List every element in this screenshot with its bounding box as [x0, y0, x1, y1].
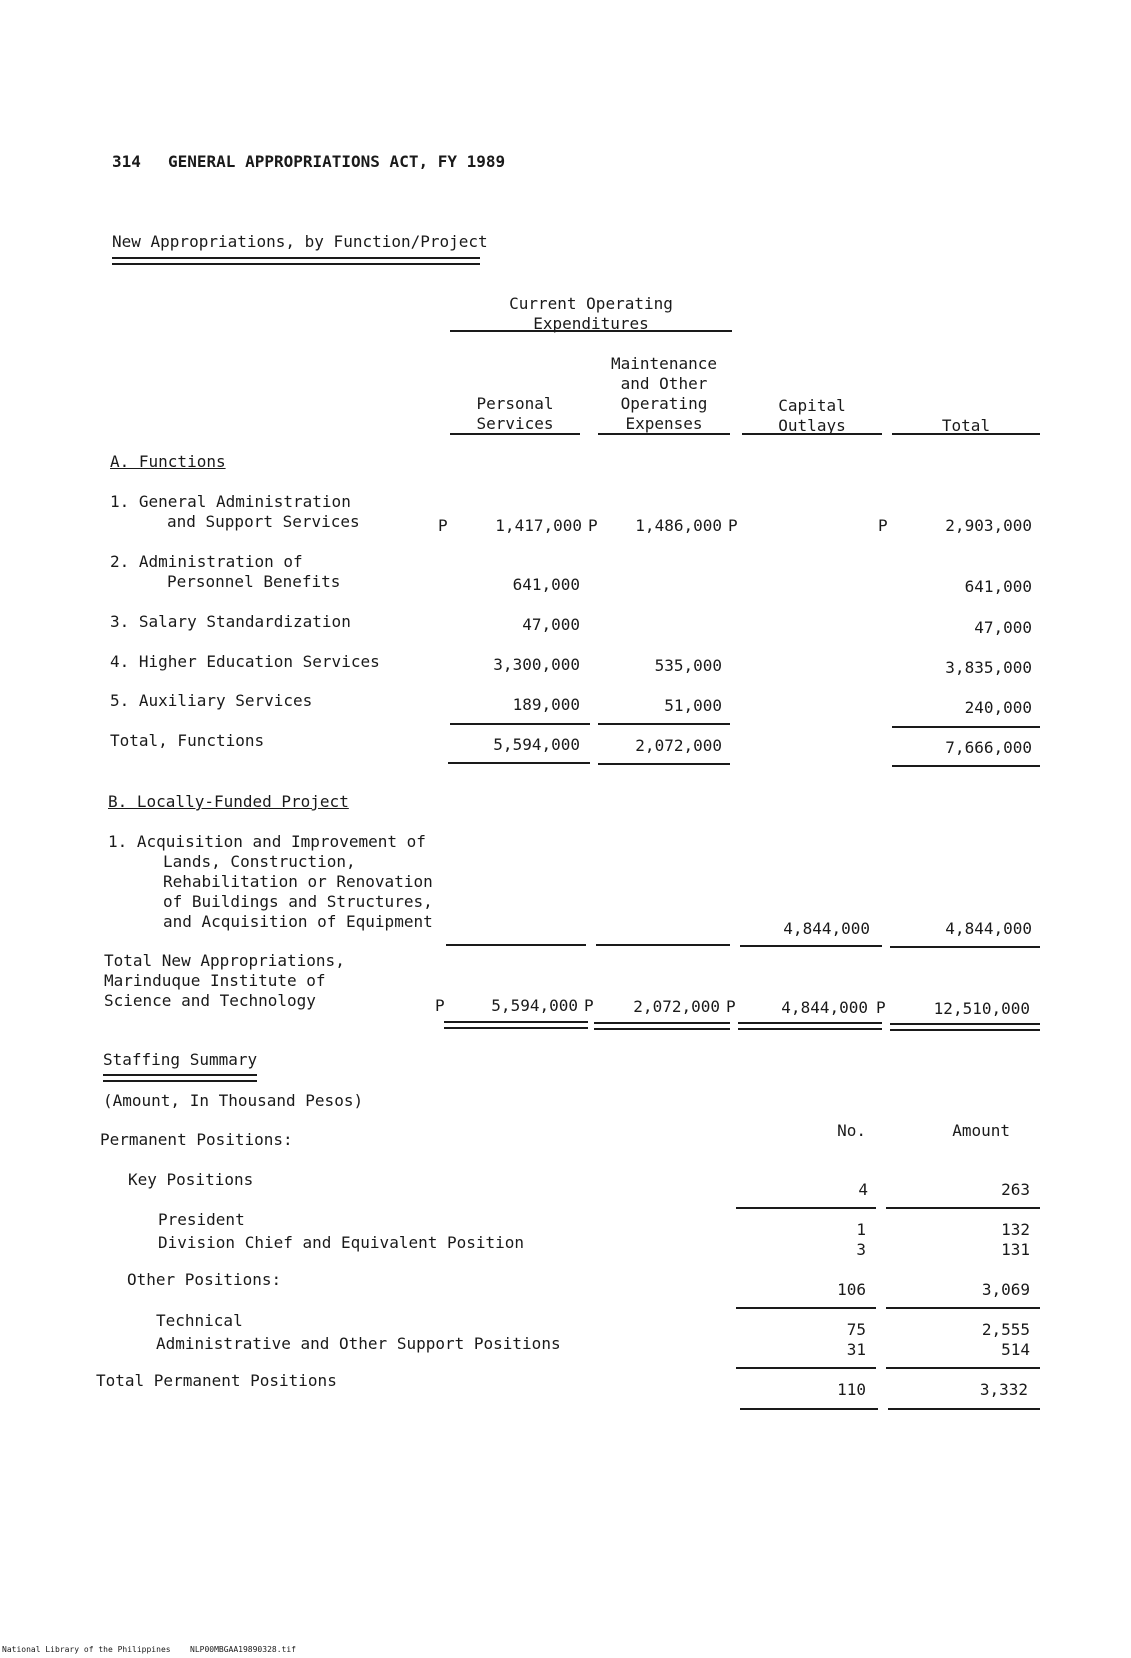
page-number: 314: [112, 152, 141, 171]
column-header-capital-line2: Outlays: [778, 416, 846, 435]
admin-support-no: 31: [846, 1340, 866, 1359]
grand-total-rule-personal: [444, 1021, 588, 1029]
project-rule-capital: [740, 945, 882, 947]
column-header-capital: Capital: [778, 396, 846, 415]
function-item-2-label-line2: Personnel Benefits: [167, 572, 341, 591]
total-permanent-label: Total Permanent Positions: [96, 1371, 337, 1390]
functions-heading: A. Functions: [110, 452, 226, 471]
functions-total-label: Total, Functions: [110, 731, 265, 750]
grand-total-total: 12,510,000: [933, 999, 1030, 1018]
function-item-5-label: 5. Auxiliary Services: [110, 691, 313, 710]
grand-total-label-line3: Science and Technology: [104, 991, 316, 1010]
president-amount: 132: [1001, 1220, 1030, 1239]
footer-file-name: NLP00MBGAA19890328.tif: [190, 1645, 296, 1654]
functions-total-total: 7,666,000: [945, 738, 1032, 757]
admin-support-rule-no: [736, 1367, 876, 1369]
total-permanent-amount: 3,332: [979, 1380, 1028, 1399]
key-positions-label: Key Positions: [128, 1170, 254, 1189]
key-positions-rule-no: [736, 1207, 876, 1209]
column-header-mooe: Maintenance: [611, 354, 717, 373]
key-positions-amount: 263: [1001, 1180, 1030, 1199]
staffing-note: (Amount, In Thousand Pesos): [103, 1091, 364, 1110]
section-title-underline: [112, 257, 480, 265]
admin-support-amount: 514: [1001, 1340, 1030, 1359]
function-item-3-total: 47,000: [974, 618, 1032, 637]
president-label: President: [158, 1210, 245, 1229]
technical-label: Technical: [156, 1311, 243, 1330]
key-positions-no: 4: [858, 1180, 868, 1199]
function-item-2-total: 641,000: [964, 577, 1032, 596]
project-rule-personal: [446, 944, 586, 946]
admin-support-label: Administrative and Other Support Positions: [156, 1334, 561, 1353]
functions-total-rule-personal: [448, 762, 590, 764]
currency-symbol: P: [876, 998, 886, 1017]
project-item-total: 4,844,000: [945, 919, 1032, 938]
function-item-4-personal: 3,300,000: [493, 655, 580, 674]
staffing-column-no: No.: [837, 1121, 866, 1140]
grand-total-personal: 5,594,000: [491, 996, 578, 1015]
total-permanent-rule-amount: [888, 1408, 1040, 1410]
subtotal-rule-total: [892, 726, 1040, 728]
function-item-1-label-line2: and Support Services: [167, 512, 360, 531]
column-group-label-line2: Expenditures: [533, 314, 649, 333]
column-group-label: Current Operating: [509, 294, 673, 313]
function-item-4-mooe: 535,000: [654, 656, 722, 675]
currency-symbol: P: [435, 996, 445, 1015]
staffing-title: Staffing Summary: [103, 1050, 258, 1069]
footer-library-name: National Library of the Philippines: [2, 1645, 171, 1654]
project-item-label-line3: Rehabilitation or Renovation: [163, 872, 433, 891]
project-heading: B. Locally-Funded Project: [108, 792, 349, 811]
technical-amount: 2,555: [981, 1320, 1030, 1339]
currency-symbol: P: [726, 997, 736, 1016]
division-chief-no: 3: [856, 1240, 866, 1259]
admin-support-rule-amount: [886, 1367, 1040, 1369]
project-item-capital: 4,844,000: [783, 919, 870, 938]
subtotal-rule-personal: [450, 723, 590, 725]
currency-symbol: P: [588, 516, 598, 535]
column-header-mooe-line3: Operating: [620, 394, 708, 413]
function-item-1-mooe: 1,486,000: [635, 516, 722, 535]
functions-total-personal: 5,594,000: [493, 735, 580, 754]
grand-total-rule-mooe: [594, 1022, 730, 1030]
project-item-label-line2: Lands, Construction,: [163, 852, 356, 871]
column-header-mooe-line4: Expenses: [625, 414, 703, 433]
function-item-5-mooe: 51,000: [664, 696, 722, 715]
function-item-4-total: 3,835,000: [945, 658, 1032, 677]
project-item-label: 1. Acquisition and Improvement of: [108, 832, 426, 851]
currency-symbol: P: [438, 516, 448, 535]
other-positions-no: 106: [837, 1280, 866, 1299]
other-positions-label: Other Positions:: [127, 1270, 282, 1289]
grand-total-rule-capital: [738, 1022, 882, 1030]
column-rule-personal: [450, 433, 580, 435]
division-chief-amount: 131: [1001, 1240, 1030, 1259]
function-item-3-personal: 47,000: [522, 615, 580, 634]
other-positions-rule-amount: [886, 1307, 1040, 1309]
functions-total-rule-total: [892, 765, 1040, 767]
grand-total-rule-total: [890, 1023, 1040, 1031]
total-permanent-rule-no: [740, 1408, 878, 1410]
function-item-3-label: 3. Salary Standardization: [110, 612, 351, 631]
function-item-5-personal: 189,000: [512, 695, 580, 714]
column-group-rule: [450, 330, 732, 332]
currency-symbol: P: [728, 516, 738, 535]
currency-symbol: P: [878, 516, 888, 535]
column-header-mooe-line2: and Other: [620, 374, 708, 393]
function-item-4-label: 4. Higher Education Services: [110, 652, 380, 671]
function-item-2-label: 2. Administration of: [110, 552, 303, 571]
function-item-1-total: 2,903,000: [945, 516, 1032, 535]
permanent-positions-label: Permanent Positions:: [100, 1130, 293, 1149]
project-rule-total: [890, 946, 1040, 948]
function-item-1-label: 1. General Administration: [110, 492, 351, 511]
document-title: GENERAL APPROPRIATIONS ACT, FY 1989: [168, 152, 506, 171]
function-item-5-total: 240,000: [964, 698, 1032, 717]
total-permanent-no: 110: [837, 1380, 866, 1399]
column-header-personal-line2: Services: [476, 414, 554, 433]
project-item-label-line5: and Acquisition of Equipment: [163, 912, 433, 931]
currency-symbol: P: [584, 996, 594, 1015]
column-rule-total: [892, 433, 1040, 435]
other-positions-rule-no: [736, 1307, 876, 1309]
project-rule-mooe: [596, 944, 730, 946]
grand-total-label-line2: Marinduque Institute of: [104, 971, 326, 990]
column-rule-capital: [742, 433, 882, 435]
staffing-title-underline: [103, 1074, 257, 1082]
function-item-1-personal: 1,417,000: [495, 516, 582, 535]
column-header-total: Total: [941, 416, 991, 435]
subtotal-rule-mooe: [598, 723, 730, 725]
grand-total-label: Total New Appropriations,: [104, 951, 345, 970]
division-chief-label: Division Chief and Equivalent Position: [158, 1233, 525, 1252]
function-item-2-personal: 641,000: [512, 575, 580, 594]
grand-total-mooe: 2,072,000: [633, 997, 720, 1016]
functions-total-mooe: 2,072,000: [635, 736, 722, 755]
technical-no: 75: [846, 1320, 866, 1339]
grand-total-capital: 4,844,000: [781, 998, 868, 1017]
project-item-label-line4: of Buildings and Structures,: [163, 892, 433, 911]
key-positions-rule-amount: [886, 1207, 1040, 1209]
president-no: 1: [856, 1220, 866, 1239]
section-title: New Appropriations, by Function/Project: [112, 232, 488, 251]
other-positions-amount: 3,069: [981, 1280, 1030, 1299]
column-rule-mooe: [598, 433, 730, 435]
functions-total-rule-mooe: [598, 763, 730, 765]
staffing-column-amount: Amount: [952, 1121, 1010, 1140]
column-header-personal: Personal: [476, 394, 554, 413]
